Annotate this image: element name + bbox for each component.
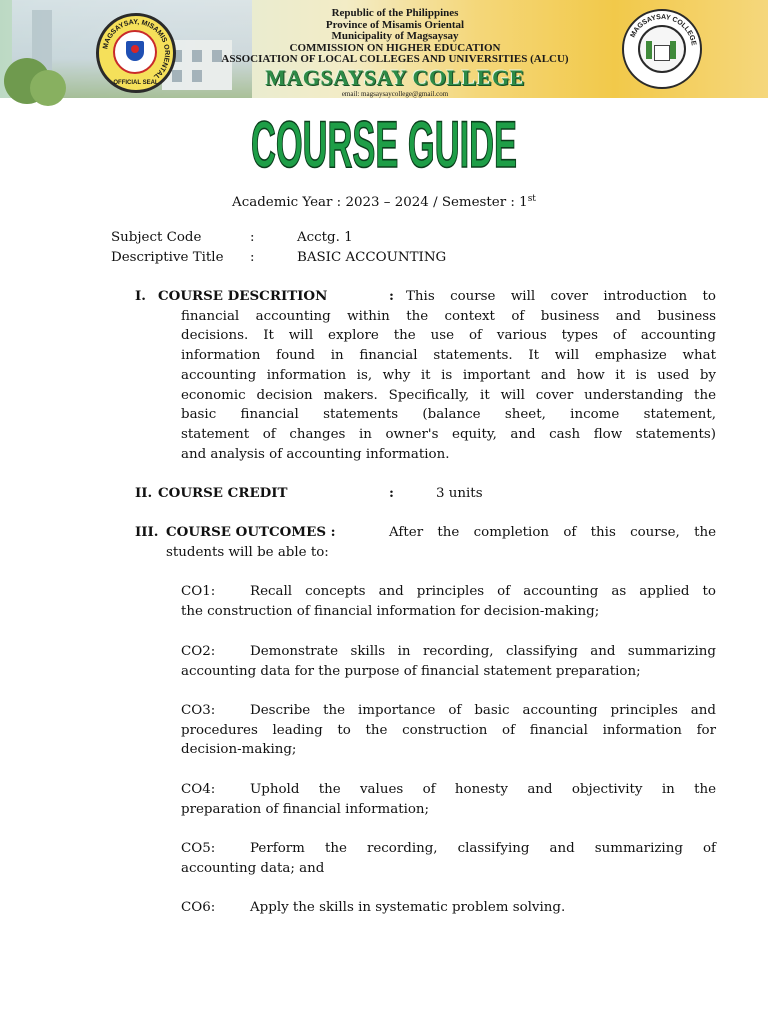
description-line: accounting information is, why it is important and how it is used by (181, 367, 716, 383)
republic-line: Republic of the Philippines (331, 7, 459, 19)
outcome-line: Apply the skills in systematic problem solving. (250, 900, 566, 915)
subject-code-value: Acctg. 1 (297, 230, 353, 245)
outcome-text (181, 582, 716, 621)
municipality-line: Municipality of Magsaysay (331, 30, 459, 42)
outcome-text (181, 780, 716, 819)
outcome-label: CO5: (181, 841, 216, 856)
outcome-label: CO3: (181, 703, 216, 718)
description-line: This course will cover introduction to (406, 289, 716, 304)
outcome-line: the construction of financial information for decision-making; (181, 603, 600, 619)
ched-line: COMMISSION ON HIGHER EDUCATION (289, 41, 501, 54)
outcomes-intro (389, 523, 716, 543)
header-text (210, 8, 580, 98)
semester-ordinal: st (527, 194, 536, 204)
svg-text:OFFICIAL SEAL: OFFICIAL SEAL (113, 80, 159, 86)
outcome-line: procedures leading to the construction of financial information for (181, 722, 716, 738)
description-line: financial accounting within the context of business and business (181, 308, 716, 324)
outcomes-intro-line: After the completion of this course, the (389, 525, 716, 540)
descriptive-title-label: Descriptive Title (111, 250, 224, 265)
outcomes-intro-line-2: students will be able to: (166, 545, 329, 560)
outcome-label: CO6: (181, 900, 216, 915)
outcome-line: preparation of financial information; (181, 801, 430, 817)
section-2-colon: : (389, 485, 394, 501)
description-line: information found in financial statements. It will emphasize what (181, 348, 716, 364)
municipal-seal-logo (96, 13, 176, 93)
section-2-heading: COURSE CREDIT (158, 485, 288, 501)
academic-year (0, 193, 768, 213)
outcome-line: Recall concepts and principles of accounting as applied to (250, 584, 716, 599)
descriptive-title-colon: : (250, 250, 255, 265)
outcome-line: accounting data for the purpose of financial statement preparation; (181, 663, 641, 679)
subject-code-colon: : (250, 230, 255, 245)
outcome-line: decision-making; (181, 742, 297, 758)
college-name: MAGSAYSAY COLLEGE (265, 64, 525, 90)
title-text: COURSE GUIDE (251, 107, 517, 181)
svg-text:MAGSAYSAY COLLEGE: MAGSAYSAY COLLEGE (629, 13, 697, 47)
outcome-text (181, 642, 716, 681)
section-2-number: II. (135, 485, 153, 501)
outcome-line: Describe the importance of basic accounting principles and (250, 703, 716, 718)
section-3-heading: COURSE OUTCOMES : (166, 524, 336, 540)
outcome-label: CO1: (181, 584, 216, 599)
outcome-line: accounting data; and (181, 860, 325, 876)
description-line: and analysis of accounting information. (181, 446, 450, 462)
section-1-number: I. (135, 288, 146, 304)
descriptive-title-value: BASIC ACCOUNTING (297, 250, 447, 265)
alcu-line: ASSOCIATION OF LOCAL COLLEGES AND UNIVERSITIES (ALCU) (221, 53, 569, 65)
outcome-text (181, 898, 716, 918)
outcome-line: Perform the recording, classifying and summarizing of (250, 841, 716, 856)
description-line: economic decision makers. Specifically, it will cover understanding the (181, 387, 716, 403)
subject-code-label: Subject Code (111, 230, 202, 245)
description-line: statement of changes in owner's equity, and cash flow statements) (181, 426, 716, 442)
svg-text:MAGSAYSAY, MISAMIS ORIENTAL: MAGSAYSAY, MISAMIS ORIENTAL (102, 18, 171, 81)
document-title (0, 107, 768, 181)
header-banner (0, 0, 768, 98)
college-email: email: magsaysaycollege@gmail.com (341, 89, 449, 98)
description-line: basic financial statements (balance sheet, income statement, (181, 407, 716, 423)
outcome-text (181, 701, 716, 760)
outcome-label: CO2: (181, 644, 216, 659)
course-credit-value: 3 units (436, 486, 483, 501)
section-1-heading: COURSE DESCRITION (158, 288, 328, 304)
section-1-colon: : (389, 288, 394, 304)
course-description (181, 287, 716, 464)
description-line: decisions. It will explore the use of various types of accounting (181, 328, 716, 344)
outcome-label: CO4: (181, 782, 216, 797)
outcome-line: Demonstrate skills in recording, classifying and summarizing (250, 644, 716, 659)
section-3-number: III. (135, 524, 159, 540)
outcome-line: Uphold the values of honesty and objectivity in the (250, 782, 716, 797)
outcome-text (181, 839, 716, 878)
college-seal-logo (622, 9, 702, 89)
province-line: Province of Misamis Oriental (325, 18, 465, 31)
academic-year-text: Academic Year : 2023 – 2024 / Semester : 1 (232, 195, 528, 210)
